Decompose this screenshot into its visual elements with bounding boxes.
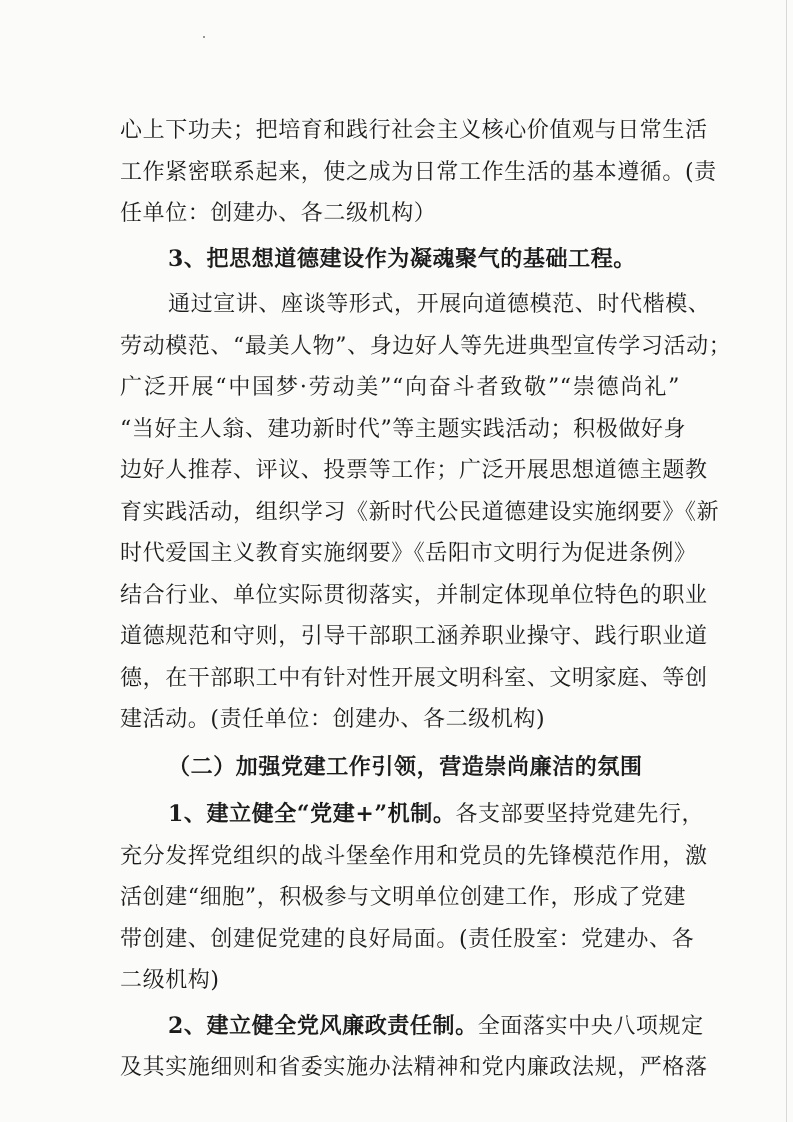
item-2-title: 2、建立健全党风廉政责任制。	[168, 1012, 478, 1039]
scan-edge	[786, 0, 787, 1122]
scan-speck	[203, 36, 205, 38]
body-line: 工作紧密联系起来，使之成为日常工作生活的基本遵循。(责	[120, 159, 717, 185]
body-line: 二级机构)	[120, 968, 220, 993]
body-line: 育实践活动，组织学习《新时代公民道德建设实施纲要》《新	[120, 499, 720, 525]
item-1-title: 1、建立健全“党建+”机制。	[168, 801, 456, 827]
body-line: 时代爱国主义教育实施纲要》《岳阳市文明行为促进条例》	[120, 541, 697, 566]
document-body	[120, 110, 732, 1089]
body-line: 劳动模范、“最美人物”、身边好人等先进典型宣传学习活动；	[120, 333, 732, 359]
body-line: 边好人推荐、评议、投票等工作；广泛开展思想道德主题教	[120, 458, 708, 483]
body-line: 充分发挥党组织的战斗堡垒作用和党员的先锋模范作用，激	[120, 843, 708, 869]
body-line: 建活动。(责任单位：创建办、各二级机构)	[120, 707, 546, 732]
body-line: 通过宣讲、座谈等形式，开展向道德模范、时代楷模、	[168, 292, 711, 317]
section-heading: （二）加强党建工作引领，营造崇尚廉洁的氛围	[168, 753, 643, 780]
item-2-text: 全面落实中央八项规定	[477, 1013, 704, 1039]
body-line: 广泛开展“中国梦·劳动美”“向奋斗者致敬”“崇德尚礼”	[120, 375, 680, 400]
body-line: 带创建、创建促党建的良好局面。(责任股室：党建办、各	[120, 926, 695, 952]
item-1-text: 各支部要坚持党建先行，	[455, 802, 705, 827]
body-line: 德，在干部职工中有针对性开展文明科室、文明家庭、等创	[120, 665, 708, 691]
item-1-first-line	[120, 794, 705, 836]
body-line: 任单位：创建办、各二级机构）	[120, 201, 437, 226]
item-2-first-line	[120, 1006, 704, 1048]
body-line: 及其实施细则和省委实施办法精神和党内廉政法规，严格落	[120, 1055, 708, 1080]
body-line: 心上下功夫；把培育和践行社会主义核心价值观与日常生活	[120, 118, 708, 143]
subheading-3: 3、把思想道德建设作为凝魂聚气的基础工程。	[168, 245, 636, 272]
body-line: “当好主人翁、建功新时代”等主题实践活动；积极做好身	[120, 416, 687, 442]
body-line: 结合行业、单位实际贯彻落实，并制定体现单位特色的职业	[120, 582, 708, 608]
body-line: 活创建“细胞”，积极参与文明单位创建工作，形成了党建	[120, 885, 687, 910]
body-line: 道德规范和守则，引导干部职工涵养职业操守、践行职业道	[120, 624, 708, 649]
